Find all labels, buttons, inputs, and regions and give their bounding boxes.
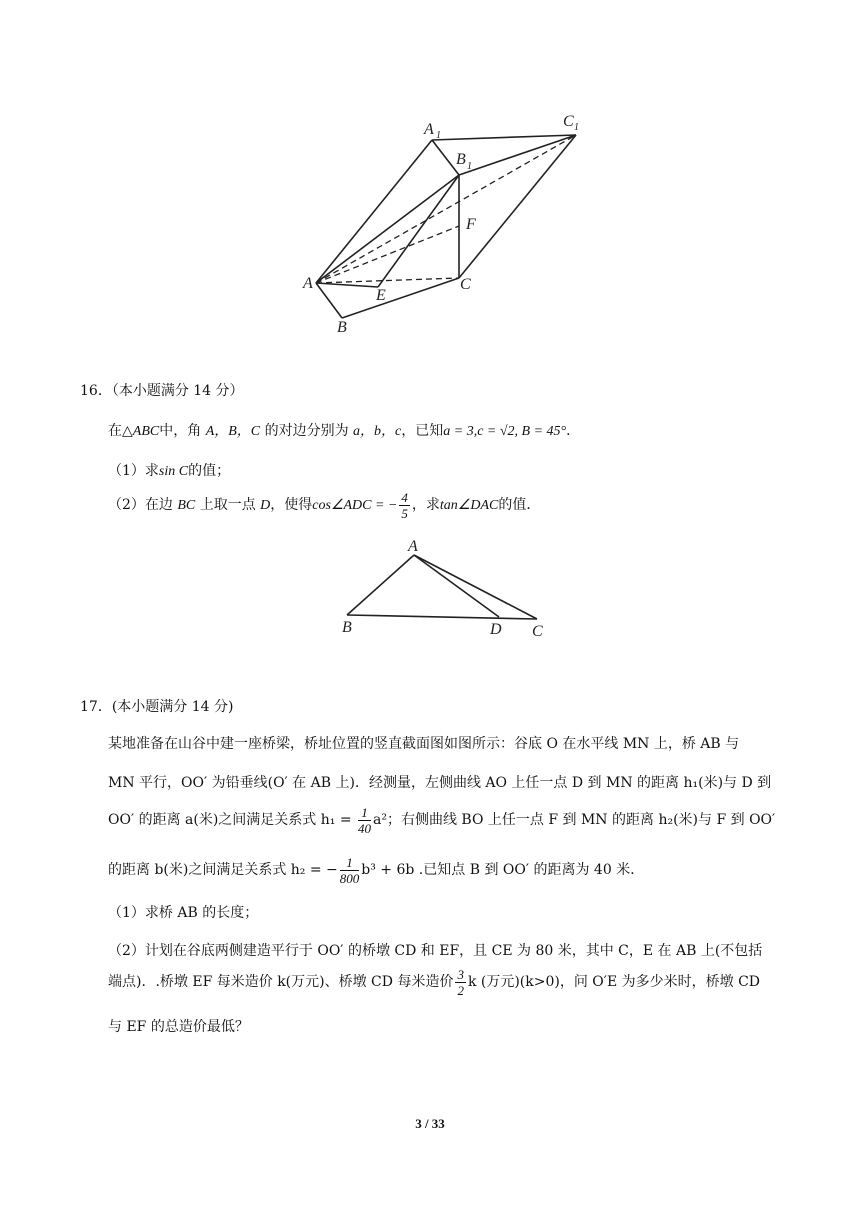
fraction-denominator: 5 [401,505,408,521]
q16-math: tan∠DAC [439,498,499,513]
fraction-1-40 [358,805,371,836]
fraction-3-2 [455,967,466,998]
label-b1-sub: 1 [467,161,472,172]
label-a1: A [424,121,434,138]
q17-part2-line2 [108,964,760,1000]
fraction-denominator: 2 [457,982,464,998]
q16-math: cos∠ADC = − [312,498,398,513]
tri-label-a: A [408,538,418,555]
q17-line3 [108,802,775,838]
fraction-1-800 [340,855,360,886]
label-e: E [376,287,386,304]
q16-math: a，b，c [353,424,402,439]
q16-text: （2）在边 [108,497,178,513]
tri-label-c: C [532,623,543,640]
q17-text: 端点)．.桥墩 EF 每米造价 k(万元)、桥墩 CD 每米造价 [108,974,454,990]
q16-math: BC [177,498,196,513]
label-b1: B [456,151,466,168]
label-f: F [466,216,476,233]
q16-text: ． [566,423,581,439]
triangle-figure [335,535,555,645]
q16-part2 [108,488,540,523]
label-b: B [337,319,347,336]
q17-part2-line1: （2）计划在谷底两侧建造平行于 OO′ 的桥墩 CD 和 EF，且 CE 为 80 米，其中 C，E 在 AB 上(不包括 [108,943,763,959]
q17-text: a²；右侧曲线 BO 上任一点 F 到 MN 的距离 h₂(米)与 F 到 OO′ [373,812,776,828]
fraction-denominator: 800 [339,870,360,886]
q17-line4 [108,852,644,888]
q17-part2-line3: 与 EF 的总造价最低？ [108,1019,249,1035]
q16-math: D [260,498,271,513]
page-number: 3 / 33 [415,1116,445,1131]
label-a1-sub: 1 [436,130,441,141]
fraction-numerator: 1 [358,805,371,821]
q16-text: 上取一点 [195,497,261,513]
q16-part1 [108,460,230,480]
q16-heading: 16．（本小题满分 14 分） [80,383,244,399]
tri-label-d: D [490,621,502,638]
tri-label-b: B [342,619,352,636]
q17-text: b³ + 6b .已知点 B 到 OO′ 的距离为 40 米． [361,862,645,878]
fraction-4-5 [399,490,410,521]
q16-math: sin C [158,464,189,479]
q17-heading: 17．(本小题满分 14 分) [80,699,234,715]
q16-text: 的对边分别为 [260,423,354,439]
q17-line1: 某地准备在山谷中建一座桥梁，桥址位置的竖直截面图如图所示：谷底 O 在水平线 MN 上，桥 AB 与 [108,736,740,752]
q16-text: 的值． [498,497,541,513]
q17-text: OO′ 的距离 a(米)之间满足关系式 h₁ = [108,812,357,828]
fraction-numerator: 3 [457,966,464,982]
q17-text: 的距离 b(米)之间满足关系式 h₂ = − [108,862,338,878]
q16-text: ，求 [411,497,440,513]
label-c1-sub: 1 [574,122,579,133]
q16-text: （1）求 [108,463,159,479]
fraction-denominator: 40 [358,820,372,836]
label-a: A [303,275,313,292]
label-c1: C [563,113,574,130]
q17-line2: MN 平行，OO′ 为铅垂线(O′ 在 AB 上)．经测量，左侧曲线 AO 上任一点 D 到 MN 的距离 h₁(米)与 D 到 [108,775,772,791]
fraction-numerator: 4 [401,489,408,505]
q16-stem [108,420,580,440]
label-c: C [460,276,471,293]
q16-text: ，使得 [270,497,313,513]
q16-math: ABC [132,424,160,439]
q17-text: k (万元)(k>0)，问 O′E 为多少米时，桥墩 CD [467,974,761,990]
q16-text: 中，角 [159,423,206,439]
q16-math: A，B，C [205,424,261,439]
q16-text: 的值； [188,463,231,479]
q17-part1: （1）求桥 AB 的长度； [108,905,259,921]
q16-text: 在△ [108,423,133,439]
fraction-numerator: 1 [340,855,360,871]
q16-text: ，已知 [401,423,444,439]
q16-condition: a = 3,c = √2, B = 45° [443,424,567,439]
prism-figure [290,108,600,340]
